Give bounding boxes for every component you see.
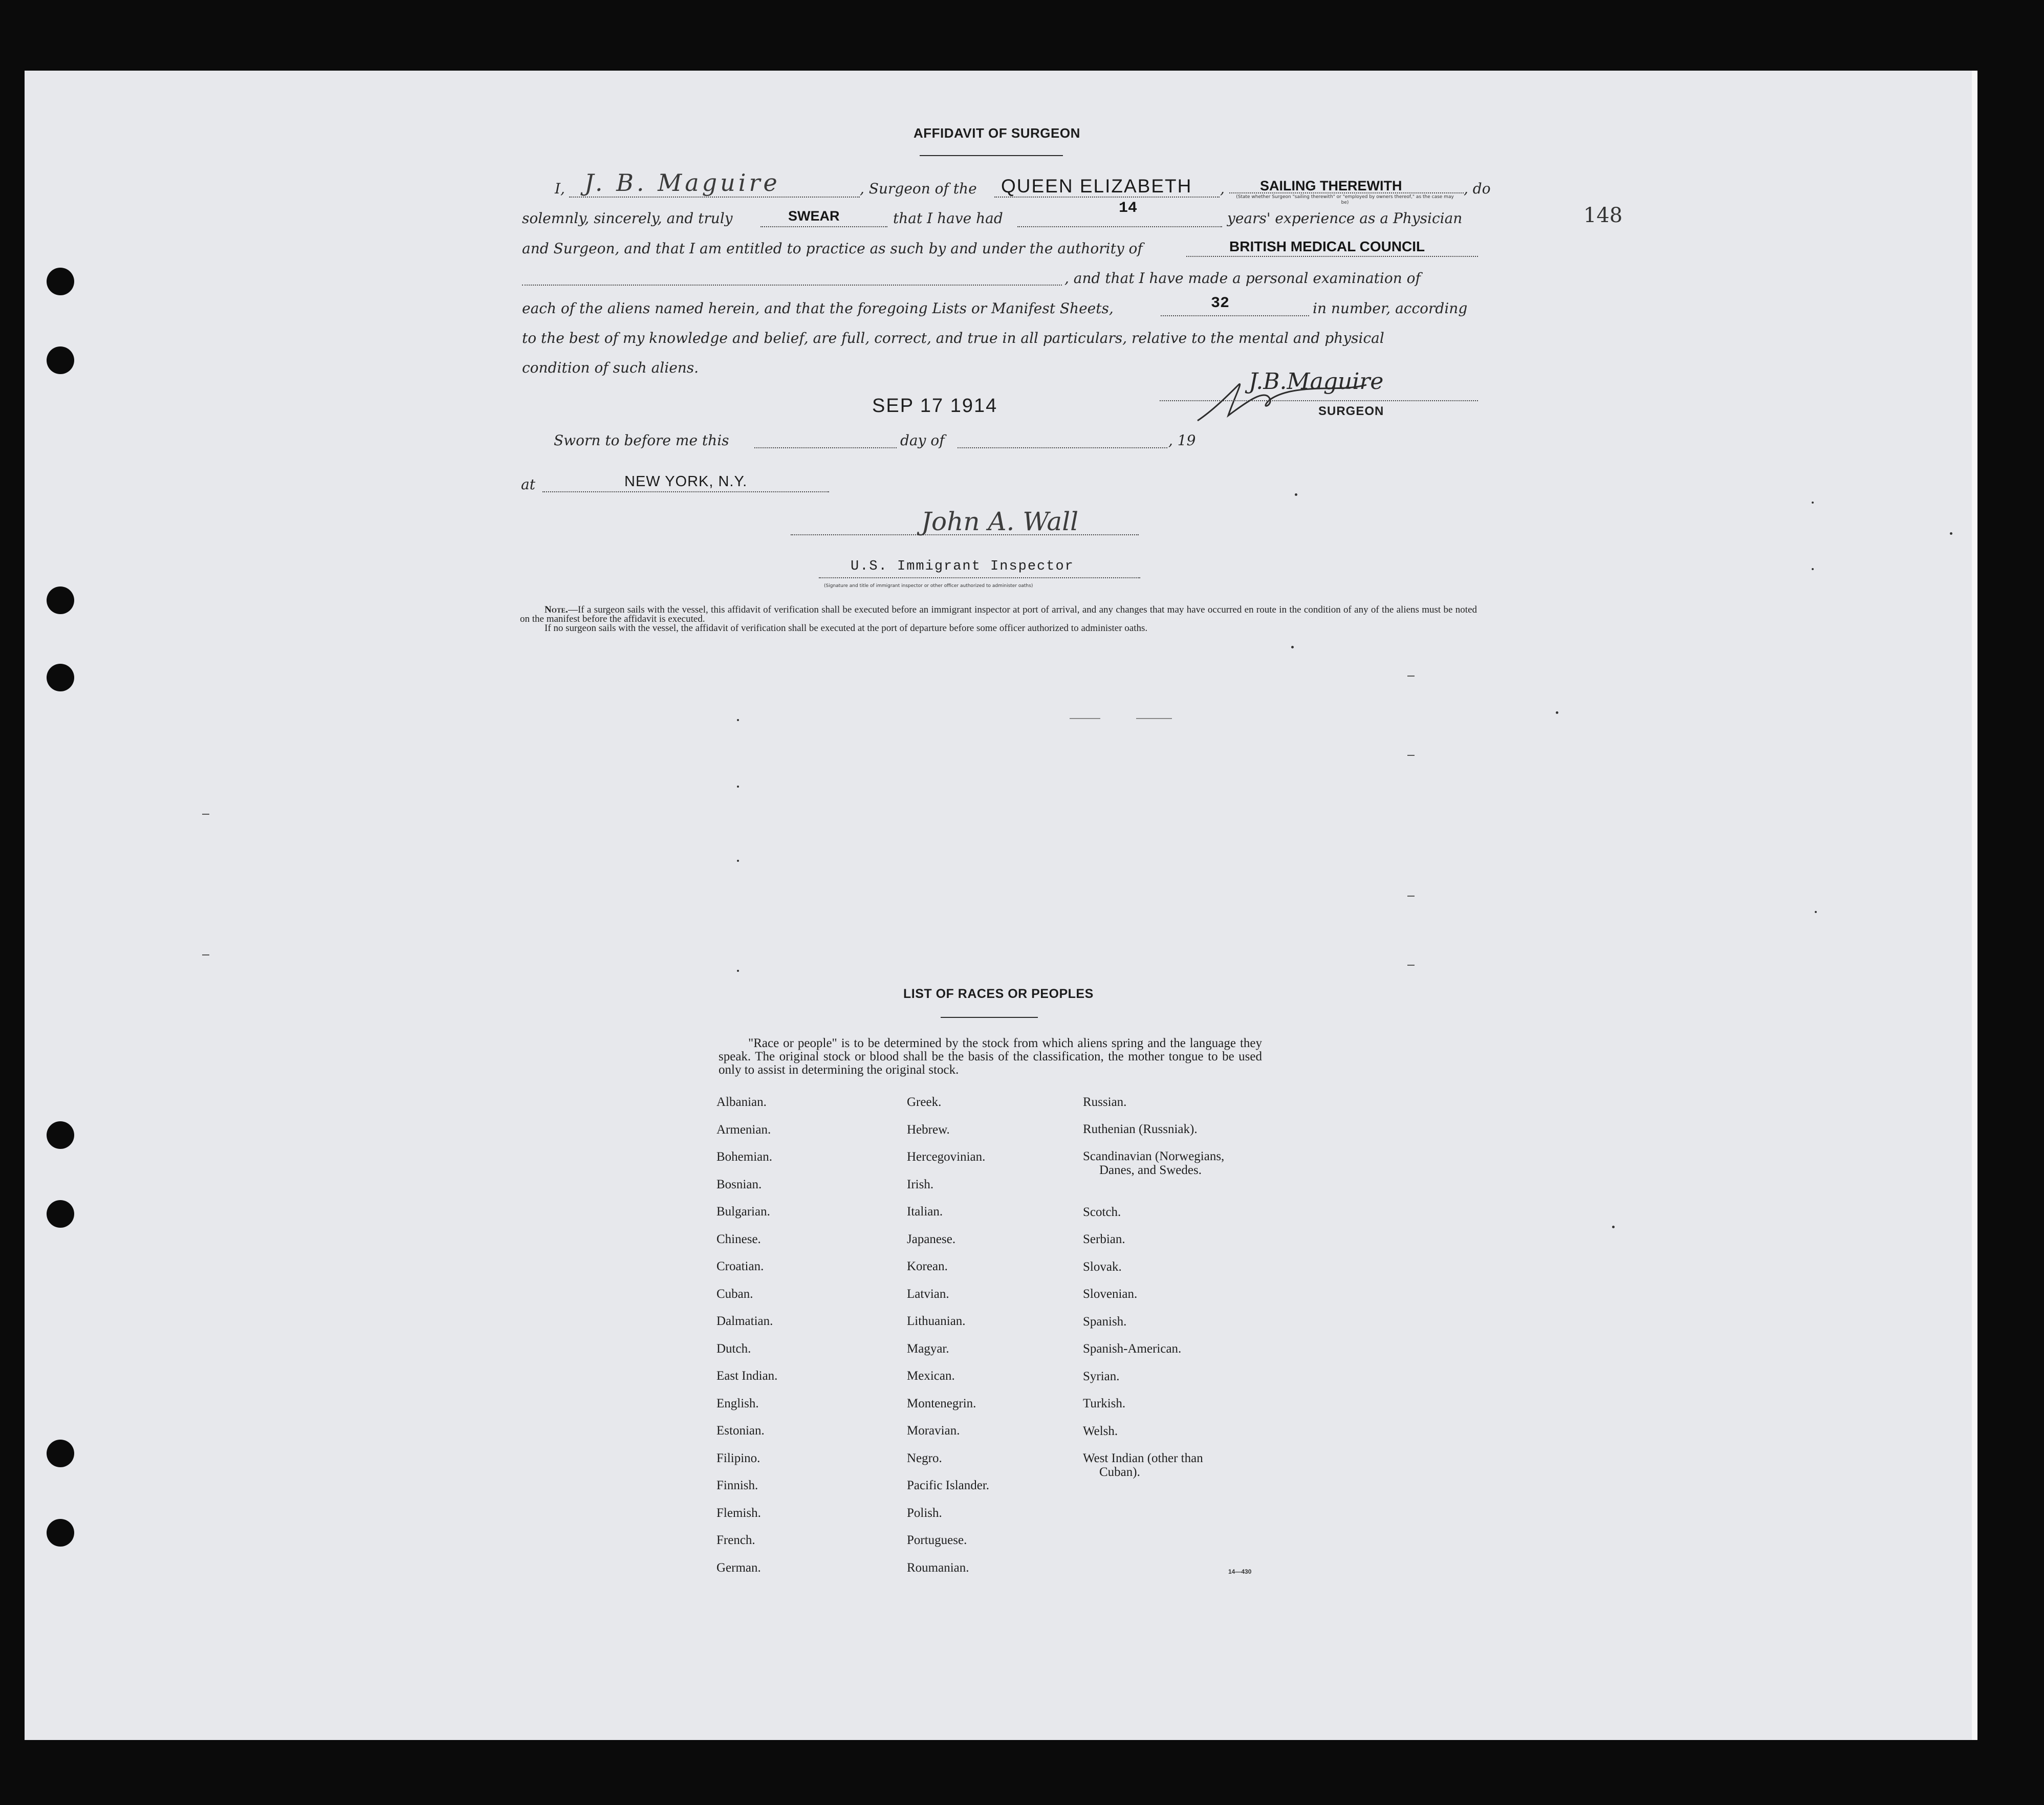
scan-speck bbox=[737, 719, 739, 721]
surgeon-name-handwriting: J. B. Maguire bbox=[584, 169, 780, 197]
race-item-line: Danes, and Swedes. bbox=[1099, 1163, 1202, 1177]
race-item: Estonian. bbox=[716, 1424, 765, 1438]
race-item-line: Ruthenian (Russniak). bbox=[1083, 1122, 1198, 1136]
race-item-line: Slovak. bbox=[1083, 1260, 1122, 1274]
line5-text-b: in number, according bbox=[1313, 300, 1468, 317]
race-item: Bulgarian. bbox=[716, 1205, 770, 1219]
race-item bbox=[1083, 1451, 1203, 1479]
line6-text: to the best of my knowledge and belief, are full, correct, and true in all particulars, relative to the mental and physical bbox=[522, 330, 1384, 346]
years-field-line bbox=[1017, 226, 1222, 227]
scan-speck bbox=[1612, 1226, 1615, 1228]
race-item: East Indian. bbox=[716, 1369, 778, 1383]
form-number: 14—430 bbox=[1228, 1568, 1252, 1575]
scan-mark bbox=[202, 814, 209, 815]
date-stamp: SEP 17 1914 bbox=[872, 395, 998, 417]
page-number: 148 bbox=[1583, 204, 1623, 227]
binder-hole bbox=[47, 664, 74, 691]
race-item: Moravian. bbox=[907, 1424, 960, 1438]
line1-surgeon-of: , Surgeon of the bbox=[860, 180, 977, 197]
scan-speck bbox=[1812, 502, 1814, 504]
sworn-day-line bbox=[754, 447, 897, 448]
races-intro: "Race or people" is to be determined by the stock from which aliens spring and the language they speak. The original stock or blood shall be the basis of the classification, the mother tongue to be used only to assist in determining the original stock. bbox=[719, 1036, 1262, 1077]
race-item bbox=[1083, 1315, 1126, 1329]
authority-continuation-line bbox=[522, 285, 1062, 286]
note-paragraph-1: —If a surgeon sails with the vessel, this affidavit of verification shall be executed before an immigrant inspector at port of arrival, and any changes that may have occurred en route in the condition of any of the aliens must be noted on the manifest before the affidavit is executed. bbox=[520, 604, 1477, 624]
race-item: Bosnian. bbox=[716, 1178, 762, 1191]
binder-hole bbox=[47, 268, 74, 295]
sworn-month-line bbox=[958, 447, 1167, 448]
race-item bbox=[1083, 1149, 1224, 1177]
at-label: at bbox=[521, 476, 535, 493]
race-item-line: Cuban). bbox=[1099, 1465, 1140, 1479]
name-field-line bbox=[569, 197, 860, 198]
line2-text-b: that I have had bbox=[893, 210, 1003, 227]
scan-speck bbox=[737, 860, 739, 862]
scan-mark bbox=[1070, 718, 1100, 719]
oath-word: SWEAR bbox=[788, 208, 840, 224]
race-item: German. bbox=[716, 1561, 761, 1575]
race-item bbox=[1083, 1232, 1125, 1246]
sheets-value: 32 bbox=[1211, 295, 1230, 312]
sworn-text-b: day of bbox=[900, 432, 945, 449]
sheets-field-line bbox=[1161, 315, 1309, 316]
race-item: Montenegrin. bbox=[907, 1397, 976, 1410]
race-item: Mexican. bbox=[907, 1369, 955, 1383]
status-instructions: (State whether Surgeon "sailing therewith" or "employed by owners thereof," as the case may be) bbox=[1236, 194, 1454, 205]
note-paragraph-2: If no surgeon sails with the vessel, the affidavit of verification shall be executed at the port of departure before some officer authorized to administer oaths. bbox=[545, 623, 1148, 634]
races-title-underline bbox=[941, 1017, 1038, 1018]
vessel-name: QUEEN ELIZABETH bbox=[1001, 176, 1192, 197]
binder-hole bbox=[47, 1440, 74, 1467]
race-item: Cuban. bbox=[716, 1287, 753, 1301]
scan-speck bbox=[1815, 911, 1817, 913]
race-item: Filipino. bbox=[716, 1451, 760, 1465]
binder-hole bbox=[47, 1121, 74, 1149]
race-item: Croatian. bbox=[716, 1259, 764, 1273]
scan-mark bbox=[1407, 896, 1415, 897]
race-item: Greek. bbox=[907, 1095, 942, 1109]
scan-speck bbox=[1950, 532, 1952, 535]
scan-speck bbox=[1556, 711, 1558, 714]
affidavit-note bbox=[520, 605, 1477, 633]
race-item: Negro. bbox=[907, 1451, 942, 1465]
place-field-line bbox=[542, 491, 829, 492]
race-item: Flemish. bbox=[716, 1506, 761, 1520]
surgeon-signature-line bbox=[1160, 400, 1478, 401]
race-item: Latvian. bbox=[907, 1287, 949, 1301]
race-item: Bohemian. bbox=[716, 1150, 773, 1164]
race-item-line: Slovenian. bbox=[1083, 1287, 1138, 1301]
race-item: Finnish. bbox=[716, 1478, 758, 1492]
race-item: Dalmatian. bbox=[716, 1314, 773, 1328]
race-item bbox=[1083, 1095, 1126, 1109]
race-item: Hebrew. bbox=[907, 1123, 950, 1137]
line3-text: and Surgeon, and that I am entitled to practice as such by and under the authority of bbox=[522, 240, 1143, 257]
scan-mark bbox=[202, 954, 209, 955]
race-item: Armenian. bbox=[716, 1123, 771, 1137]
race-item: Korean. bbox=[907, 1259, 948, 1273]
race-item bbox=[1083, 1369, 1120, 1383]
race-item bbox=[1083, 1424, 1118, 1438]
race-item-line: Spanish. bbox=[1083, 1315, 1127, 1329]
race-item: Roumanian. bbox=[907, 1561, 969, 1575]
line2-text-a: solemnly, sincerely, and truly bbox=[522, 210, 733, 227]
race-item bbox=[1083, 1287, 1137, 1301]
inspector-title: U.S. Immigrant Inspector bbox=[851, 559, 1074, 574]
scan-speck bbox=[1812, 568, 1814, 570]
note-label: Note. bbox=[545, 604, 568, 615]
surgeon-signature: J.B.Maguire bbox=[1249, 368, 1384, 395]
race-item-line: Serbian. bbox=[1083, 1232, 1125, 1246]
sheet-edge bbox=[1972, 71, 1977, 1740]
scan-mark bbox=[1407, 676, 1415, 677]
affidavit-title: AFFIDAVIT OF SURGEON bbox=[914, 125, 1080, 141]
race-item bbox=[1083, 1397, 1125, 1410]
scan-mark bbox=[1407, 965, 1415, 966]
line1-comma: , bbox=[1220, 180, 1225, 197]
scan-speck bbox=[737, 786, 739, 788]
sworn-text-c: , 19 bbox=[1168, 432, 1196, 449]
inspector-signature-line bbox=[791, 534, 1139, 535]
sailing-status: SAILING THEREWITH bbox=[1260, 178, 1402, 193]
race-item: Polish. bbox=[907, 1506, 942, 1520]
years-value: 14 bbox=[1119, 200, 1138, 217]
race-item: Albanian. bbox=[716, 1095, 767, 1109]
race-item-line: Scandinavian (Norwegians, bbox=[1083, 1149, 1225, 1163]
scan-speck bbox=[1295, 493, 1297, 496]
race-item-line: Syrian. bbox=[1083, 1369, 1120, 1383]
race-item: Magyar. bbox=[907, 1342, 949, 1356]
inspector-title-line bbox=[819, 577, 1140, 578]
scan-mark bbox=[1136, 718, 1172, 719]
line4-text: , and that I have made a personal examination of bbox=[1064, 270, 1421, 287]
race-item-line: West Indian (other than bbox=[1083, 1451, 1203, 1465]
race-item: French. bbox=[716, 1533, 755, 1547]
race-item bbox=[1083, 1342, 1181, 1356]
line5-text-a: each of the aliens named herein, and that the foregoing Lists or Manifest Sheets, bbox=[522, 300, 1114, 317]
surgeon-label: SURGEON bbox=[1318, 404, 1384, 418]
binder-hole bbox=[47, 346, 74, 374]
binder-hole bbox=[47, 1519, 74, 1547]
race-item: Japanese. bbox=[907, 1232, 956, 1246]
race-item-line: Turkish. bbox=[1083, 1397, 1126, 1410]
sworn-text-a: Sworn to before me this bbox=[554, 432, 729, 449]
race-item-line: Scotch. bbox=[1083, 1205, 1121, 1219]
place-value: NEW YORK, N.Y. bbox=[624, 473, 748, 490]
race-item: Chinese. bbox=[716, 1232, 761, 1246]
race-item: Pacific Islander. bbox=[907, 1478, 990, 1492]
race-item-line: Spanish-American. bbox=[1083, 1342, 1182, 1356]
scan-speck bbox=[1291, 646, 1294, 648]
race-item: Hercegovinian. bbox=[907, 1150, 986, 1164]
oath-field-line bbox=[760, 226, 887, 227]
race-item-line: Russian. bbox=[1083, 1095, 1127, 1109]
race-item bbox=[1083, 1260, 1122, 1274]
scan-mark bbox=[1407, 755, 1415, 756]
document-sheet bbox=[25, 71, 1972, 1740]
race-item: Dutch. bbox=[716, 1342, 751, 1356]
race-item: Italian. bbox=[907, 1205, 943, 1219]
title-underline bbox=[920, 155, 1063, 156]
race-item: English. bbox=[716, 1397, 759, 1410]
line2-text-c: years' experience as a Physician bbox=[1227, 210, 1463, 227]
binder-hole bbox=[47, 586, 74, 614]
line1-prefix: I, bbox=[555, 180, 565, 197]
line7-text: condition of such aliens. bbox=[522, 359, 699, 376]
authority-field-line bbox=[1186, 256, 1478, 257]
inspector-signature: John A. Wall bbox=[921, 507, 1079, 536]
races-title: LIST OF RACES OR PEOPLES bbox=[903, 987, 1094, 1001]
race-item: Portuguese. bbox=[907, 1533, 967, 1547]
race-item: Lithuanian. bbox=[907, 1314, 966, 1328]
scan-speck bbox=[737, 970, 739, 972]
authority-value: BRITISH MEDICAL COUNCIL bbox=[1229, 238, 1425, 254]
binder-hole bbox=[47, 1200, 74, 1228]
race-item bbox=[1083, 1205, 1121, 1219]
race-item-line: Welsh. bbox=[1083, 1424, 1118, 1438]
race-item: Irish. bbox=[907, 1178, 934, 1191]
inspector-caption: (Signature and title of immigrant inspector or other officer authorized to administer oaths) bbox=[824, 583, 1033, 589]
line1-do: , do bbox=[1464, 180, 1491, 197]
race-item bbox=[1083, 1122, 1198, 1136]
